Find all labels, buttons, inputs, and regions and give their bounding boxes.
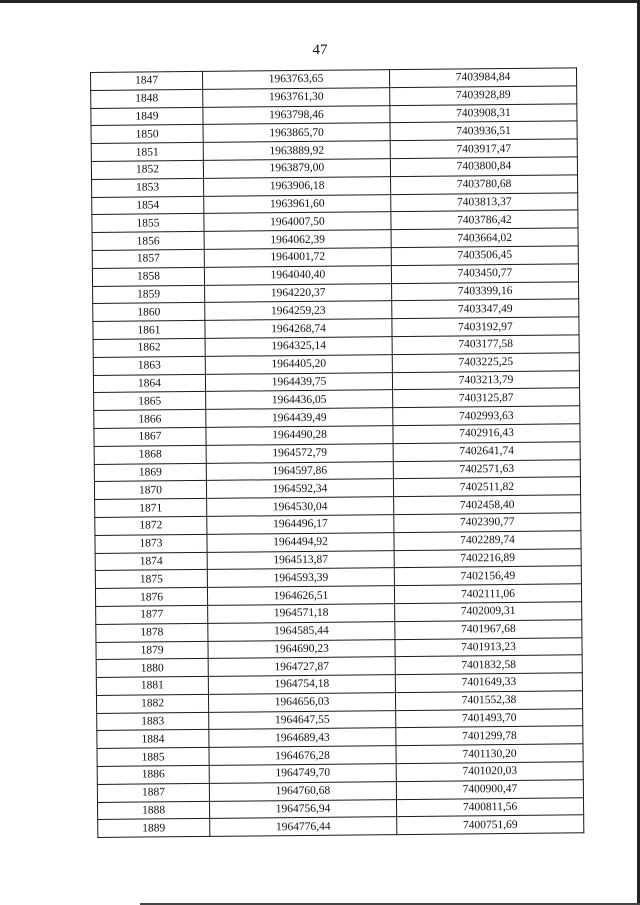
y-coordinate-cell: 7403125,87 — [393, 388, 580, 408]
point-number-cell: 1852 — [91, 160, 203, 179]
point-number-cell: 1853 — [92, 178, 204, 197]
x-coordinate-cell: 1964405,20 — [205, 354, 392, 374]
y-coordinate-cell: 7403177,58 — [392, 335, 579, 355]
x-coordinate-cell: 1964439,49 — [206, 408, 393, 428]
point-number-cell: 1863 — [93, 356, 205, 375]
x-coordinate-cell: 1964496,17 — [207, 515, 394, 535]
y-coordinate-cell: 7402111,06 — [394, 584, 581, 604]
x-coordinate-cell: 1964436,05 — [206, 390, 393, 410]
y-coordinate-cell: 7403936,51 — [390, 121, 577, 141]
page-number: 47 — [312, 42, 328, 58]
x-coordinate-cell: 1964760,68 — [209, 781, 396, 801]
point-number-cell: 1856 — [92, 232, 204, 251]
x-coordinate-cell: 1964001,72 — [204, 248, 391, 268]
x-coordinate-cell: 1964676,28 — [209, 746, 396, 766]
x-coordinate-cell: 1964040,40 — [204, 265, 391, 285]
y-coordinate-cell: 7402390,77 — [394, 513, 581, 533]
y-coordinate-cell: 7402156,49 — [394, 566, 581, 586]
point-number-cell: 1884 — [97, 730, 209, 749]
x-coordinate-cell: 1964727,87 — [208, 657, 395, 677]
point-number-cell: 1870 — [94, 481, 206, 500]
x-coordinate-cell: 1963865,70 — [203, 123, 390, 143]
point-number-cell: 1860 — [93, 303, 205, 322]
x-coordinate-cell: 1964592,34 — [206, 479, 393, 499]
y-coordinate-cell: 7403347,49 — [392, 299, 579, 319]
point-number-cell: 1882 — [96, 694, 208, 713]
x-coordinate-cell: 1964656,03 — [208, 692, 395, 712]
x-coordinate-cell: 1963763,65 — [202, 70, 389, 90]
point-number-cell: 1854 — [92, 196, 204, 215]
x-coordinate-cell: 1964513,87 — [207, 550, 394, 570]
point-number-cell: 1847 — [91, 71, 203, 90]
point-number-cell: 1885 — [97, 748, 209, 767]
x-coordinate-cell: 1964754,18 — [208, 675, 395, 695]
x-coordinate-cell: 1964494,92 — [207, 532, 394, 552]
y-coordinate-cell: 7401967,68 — [395, 620, 582, 640]
point-number-cell: 1848 — [91, 89, 203, 108]
y-coordinate-cell: 7403800,84 — [390, 157, 577, 177]
point-number-cell: 1878 — [96, 623, 208, 642]
x-coordinate-cell: 1963961,60 — [204, 194, 391, 214]
x-coordinate-cell: 1963889,92 — [203, 141, 390, 161]
point-number-cell: 1887 — [97, 783, 209, 802]
point-number-cell: 1857 — [92, 249, 204, 268]
point-number-cell: 1881 — [96, 676, 208, 695]
point-number-cell: 1867 — [94, 427, 206, 446]
point-number-cell: 1871 — [95, 499, 207, 518]
point-number-cell: 1889 — [98, 819, 210, 838]
x-coordinate-cell: 1964689,43 — [209, 728, 396, 748]
y-coordinate-cell: 7401913,23 — [395, 637, 582, 657]
y-coordinate-cell: 7402511,82 — [393, 477, 580, 497]
x-coordinate-cell: 1964626,51 — [207, 586, 394, 606]
x-coordinate-cell: 1963761,30 — [203, 87, 390, 107]
y-coordinate-cell: 7401020,03 — [396, 762, 583, 782]
x-coordinate-cell: 1964530,04 — [207, 497, 394, 517]
y-coordinate-cell: 7402289,74 — [394, 531, 581, 551]
x-coordinate-cell: 1964268,74 — [205, 319, 392, 339]
y-coordinate-cell: 7402916,43 — [393, 424, 580, 444]
point-number-cell: 1865 — [94, 392, 206, 411]
point-number-cell: 1877 — [96, 605, 208, 624]
y-coordinate-cell: 7401649,33 — [395, 673, 582, 693]
point-number-cell: 1859 — [93, 285, 205, 304]
x-coordinate-cell: 1964062,39 — [204, 230, 391, 250]
y-coordinate-cell: 7403928,89 — [390, 86, 577, 106]
point-number-cell: 1873 — [95, 534, 207, 553]
y-coordinate-cell: 7401299,78 — [396, 726, 583, 746]
y-coordinate-cell: 7403984,84 — [389, 68, 576, 88]
y-coordinate-cell: 7400900,47 — [396, 780, 583, 800]
y-coordinate-cell: 7403908,31 — [390, 103, 577, 123]
y-coordinate-cell: 7403225,25 — [392, 353, 579, 373]
y-coordinate-cell: 7403213,79 — [392, 370, 579, 390]
point-number-cell: 1888 — [98, 801, 210, 820]
point-number-cell: 1862 — [93, 338, 205, 357]
x-coordinate-cell: 1964585,44 — [208, 621, 395, 641]
x-coordinate-cell: 1964220,37 — [205, 283, 392, 303]
y-coordinate-cell: 7403664,02 — [391, 228, 578, 248]
point-number-cell: 1883 — [97, 712, 209, 731]
y-coordinate-cell: 7401832,58 — [395, 655, 582, 675]
point-number-cell: 1872 — [95, 516, 207, 535]
y-coordinate-cell: 7401493,70 — [396, 708, 583, 728]
y-coordinate-cell: 7403192,97 — [392, 317, 579, 337]
y-coordinate-cell: 7403786,42 — [391, 210, 578, 230]
x-coordinate-cell: 1964259,23 — [205, 301, 392, 321]
x-coordinate-cell: 1964007,50 — [204, 212, 391, 232]
point-number-cell: 1864 — [93, 374, 205, 393]
y-coordinate-cell: 7400751,69 — [397, 815, 584, 835]
point-number-cell: 1855 — [92, 214, 204, 233]
y-coordinate-cell: 7403399,16 — [392, 281, 579, 301]
x-coordinate-cell: 1964572,79 — [206, 443, 393, 463]
x-coordinate-cell: 1964490,28 — [206, 426, 393, 446]
x-coordinate-cell: 1964776,44 — [210, 817, 397, 837]
x-coordinate-cell: 1964647,55 — [209, 710, 396, 730]
x-coordinate-cell: 1964593,39 — [207, 568, 394, 588]
scan-edge-top — [0, 0, 640, 3]
x-coordinate-cell: 1964571,18 — [208, 604, 395, 624]
table-row — [98, 815, 584, 837]
y-coordinate-cell: 7402458,40 — [394, 495, 581, 515]
point-number-cell: 1849 — [91, 107, 203, 126]
point-number-cell: 1869 — [94, 463, 206, 482]
x-coordinate-cell: 1963879,00 — [203, 159, 390, 179]
point-number-cell: 1876 — [95, 588, 207, 607]
y-coordinate-cell: 7402216,89 — [394, 548, 581, 568]
y-coordinate-cell: 7403813,37 — [391, 192, 578, 212]
x-coordinate-cell: 1964756,94 — [210, 799, 397, 819]
point-number-cell: 1875 — [95, 570, 207, 589]
x-coordinate-cell: 1963906,18 — [204, 176, 391, 196]
y-coordinate-cell: 7403917,47 — [390, 139, 577, 159]
y-coordinate-cell: 7400811,56 — [396, 797, 583, 817]
x-coordinate-cell: 1964749,70 — [209, 764, 396, 784]
coordinates-table-body — [91, 68, 584, 838]
point-number-cell: 1868 — [94, 445, 206, 464]
point-number-cell: 1879 — [96, 641, 208, 660]
point-number-cell: 1850 — [91, 125, 203, 144]
x-coordinate-cell: 1964690,23 — [208, 639, 395, 659]
y-coordinate-cell: 7402993,63 — [393, 406, 580, 426]
y-coordinate-cell: 7401552,38 — [395, 691, 582, 711]
y-coordinate-cell: 7403506,45 — [391, 246, 578, 266]
x-coordinate-cell: 1964597,86 — [206, 461, 393, 481]
x-coordinate-cell: 1963798,46 — [203, 105, 390, 125]
x-coordinate-cell: 1964325,14 — [205, 337, 392, 357]
point-number-cell: 1874 — [95, 552, 207, 571]
point-number-cell: 1861 — [93, 321, 205, 340]
coordinates-table — [90, 67, 584, 838]
point-number-cell: 1851 — [91, 143, 203, 162]
point-number-cell: 1886 — [97, 765, 209, 784]
y-coordinate-cell: 7402571,63 — [393, 459, 580, 479]
y-coordinate-cell: 7402009,31 — [395, 602, 582, 622]
point-number-cell: 1858 — [92, 267, 204, 286]
x-coordinate-cell: 1964439,75 — [205, 372, 392, 392]
y-coordinate-cell: 7402641,74 — [393, 442, 580, 462]
y-coordinate-cell: 7403450,77 — [391, 264, 578, 284]
y-coordinate-cell: 7401130,20 — [396, 744, 583, 764]
coordinates-table-wrapper — [90, 67, 583, 838]
point-number-cell: 1866 — [94, 410, 206, 429]
y-coordinate-cell: 7403780,68 — [391, 175, 578, 195]
point-number-cell: 1880 — [96, 659, 208, 678]
